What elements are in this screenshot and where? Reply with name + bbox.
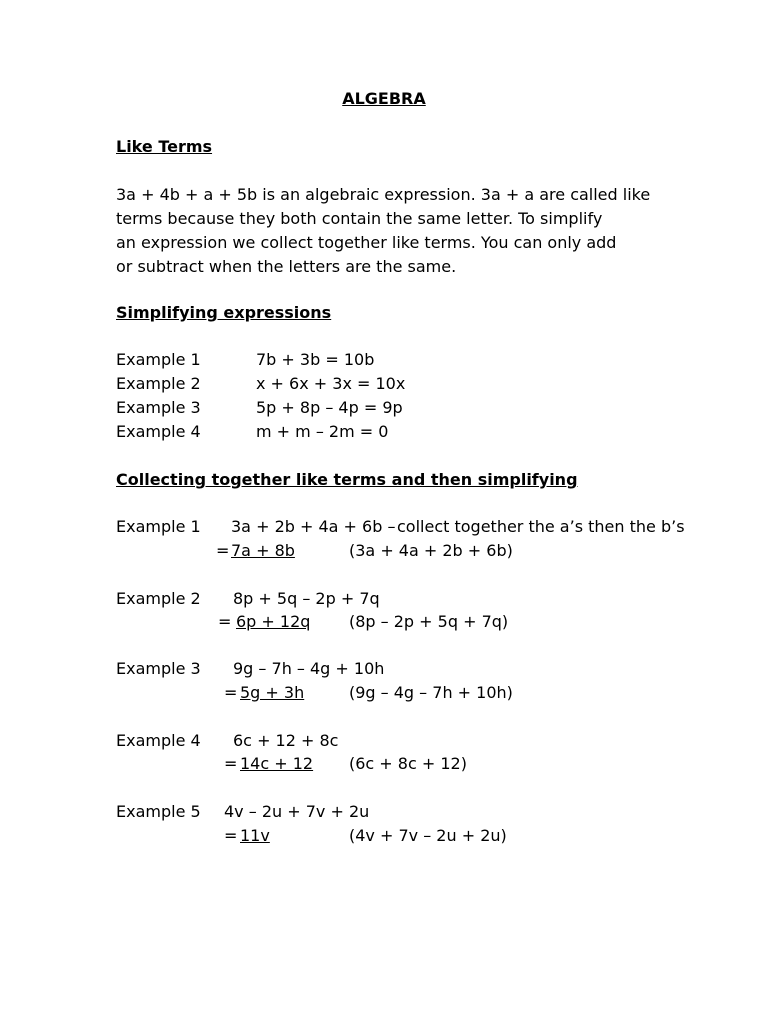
- example-label: Example 4: [116, 731, 201, 750]
- equals-sign: =: [224, 754, 238, 773]
- example-label: Example 1: [116, 517, 201, 536]
- example-label: Example 4: [116, 422, 201, 441]
- simplified-answer: 5g + 3h: [240, 683, 305, 702]
- example-label: Example 1: [116, 350, 201, 369]
- example-label: Example 5: [116, 802, 201, 821]
- equals-sign: =: [224, 826, 238, 845]
- paragraph-line: terms because they both contain the same letter. To simplify: [116, 209, 603, 228]
- grouped-terms: (8p – 2p + 5q + 7q): [349, 612, 509, 631]
- like-terms-paragraph: [116, 183, 716, 279]
- example-label: Example 2: [116, 589, 201, 608]
- example-expression: 8p + 5q – 2p + 7q: [233, 589, 380, 608]
- equals-sign: =: [218, 612, 232, 631]
- simplified-answer: 11v: [240, 826, 270, 845]
- equals-sign: =: [216, 541, 230, 560]
- grouped-terms: (4v + 7v – 2u + 2u): [349, 826, 507, 845]
- example-label: Example 3: [116, 659, 201, 678]
- paragraph-line: 3a + 4b + a + 5b is an algebraic expression. 3a + a are called like: [116, 185, 651, 204]
- example-expression: 5p + 8p – 4p = 9p: [256, 398, 403, 417]
- paragraph-line: an expression we collect together like terms. You can only add: [116, 233, 617, 252]
- example-expression: 9g – 7h – 4g + 10h: [233, 659, 385, 678]
- example-note: collect together the a’s then the b’s: [397, 517, 685, 536]
- page-title: ALGEBRA: [342, 89, 426, 108]
- example-label: Example 2: [116, 374, 201, 393]
- simplifying-expressions-heading: Simplifying expressions: [116, 303, 332, 322]
- grouped-terms: (3a + 4a + 2b + 6b): [349, 541, 513, 560]
- like-terms-heading: Like Terms: [116, 137, 213, 156]
- example-expression: 6c + 12 + 8c: [233, 731, 339, 750]
- example-expression: m + m – 2m = 0: [256, 422, 389, 441]
- simplified-answer: 6p + 12q: [236, 612, 311, 631]
- equals-sign: =: [224, 683, 238, 702]
- grouped-terms: (6c + 8c + 12): [349, 754, 467, 773]
- paragraph-line: or subtract when the letters are the same.: [116, 257, 457, 276]
- simplified-answer: 7a + 8b: [231, 541, 295, 560]
- example-expression: 7b + 3b = 10b: [256, 350, 375, 369]
- example-expression: 3a + 2b + 4a + 6b –: [231, 517, 396, 536]
- simplified-answer: 14c + 12: [240, 754, 314, 773]
- example-label: Example 3: [116, 398, 201, 417]
- example-expression: 4v – 2u + 7v + 2u: [224, 802, 370, 821]
- collecting-like-terms-heading: Collecting together like terms and then simplifying: [116, 470, 578, 489]
- example-expression: x + 6x + 3x = 10x: [256, 374, 406, 393]
- grouped-terms: (9g – 4g – 7h + 10h): [349, 683, 513, 702]
